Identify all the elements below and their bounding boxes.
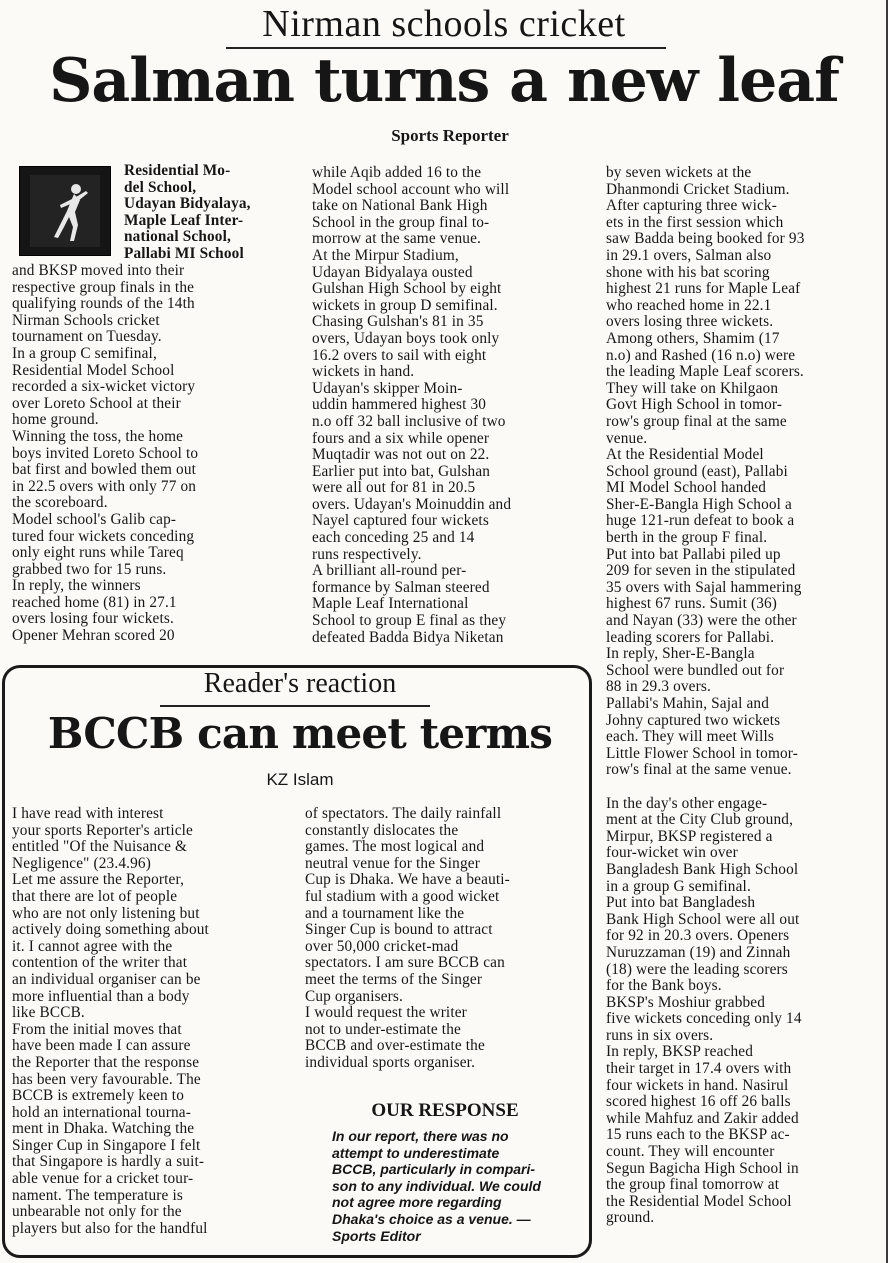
reaction-headline: BCCB can meet terms [47, 709, 553, 758]
article-byline: Sports Reporter [391, 126, 509, 145]
cricket-player-silhouette-icon [20, 167, 110, 255]
response-body: In our report, there was no attempt to underestimate BCCB, particularly in compari- son to any individual. We could not agree more regarding Dhaka's choice as a venue. — Sports Editor [332, 1128, 541, 1244]
reaction-column-2: of spectators. The daily rainfall constantly dislocates the games. The most logical and neutral venue for the Singer Cup is Dhaka. We have a beauti- ful stadium with a good wicket and a tournament like the Singer Cup is bound to attract over 50,000 cricket-mad spectators. I am sure BCCB can meet the terms of the Singer Cup organisers. I would request the writer not to under-estimate the BCCB and over-estimate the individual sports organiser. [305, 805, 510, 1071]
reaction-byline: KZ Islam [266, 770, 334, 789]
photo-frame [19, 166, 111, 256]
response-title: OUR RESPONSE [371, 1100, 519, 1121]
article-kicker: Nirman schools cricket [262, 3, 626, 45]
article-photo [15, 162, 115, 260]
article-headline: Salman turns a new leaf [49, 46, 839, 116]
article-intro-text: Residential Mo- del School, Udayan Bidyalaya, Maple Leaf Inter- national School, Pallabi MI School [124, 162, 251, 262]
reaction-kicker: Reader's reaction [203, 668, 397, 699]
article-column-3: by seven wickets at the Dhanmondi Cricket Stadium. After capturing three wick- ets in the first session which saw Badda being booked for 93 in 29.1 overs, Salman also shone with his bat scoring highest 21 runs for Maple Leaf who reached home in 22.1 overs losing three wickets. Among others, Shamim (17 n.o) and Rashed (16 n.o) were the leading Maple Leaf scorers. They will take on Khilgaon Govt High School in tomor- row's group final at the same venue. At the Residential Model School ground (east), Pallabi MI Model School handed Sher-E-Bangla High School a huge 121-run defeat to book a berth in the group F final. Put into bat Pallabi piled up 209 for seven in the stipulated 35 overs with Sajal hammering highest 67 runs. Sumit (36) and Nayan (33) were the other leading scorers for Pallabi. In reply, Sher-E-Bangla School were bundled out for 88 in 29.3 overs. Pallabi's Mahin, Sajal and Johny captured two wickets each. They will meet Wills Little Flower School in tomor- row's final at the same venue. In the day's other engage- ment at the City Club ground, Mirpur, BKSP registered a four-wicket win over Bangladesh Bank High School in a group G semifinal. Put into bat Bangladesh Bank High School were all out for 92 in 20.3 overs. Openers Nuruzzaman (19) and Zinnah (18) were the leading scorers for the Bank boys. BKSP's Moshiur grabbed five wickets conceding only 14 runs in six overs. In reply, BKSP reached their target in 17.4 overs with four wickets in hand. Nasirul scored highest 16 off 26 balls while Mahfuz and Zakir added 15 runs each to the BKSP ac- count. They will encounter Segun Bagicha High School in the group final tomorrow at the Residential Model School ground. [606, 164, 805, 1227]
reaction-column-1: I have read with interest your sports Reporter's article entitled "Of the Nuisance & Negligence" (23.4.96) Let me assure the Reporter, that there are lot of people who are not only listening but actively doing something about it. I cannot agree with the contention of the writer that an individual organiser can be more influential than a body like BCCB. From the initial moves that have been made I can assure the Reporter that the response has been very favourable. The BCCB is extremely keen to hold an international tourna- ment in Dhaka. Watching the Singer Cup in Singapore I felt that Singapore is hardly a suit- able venue for a cricket tour- nament. The temperature is unbearable not only for the players but also for the handful [12, 805, 209, 1237]
article-column-2: while Aqib added 16 to the Model school account who will take on National Bank High School in the group final to- morrow at the same venue. At the Mirpur Stadium, Udayan Bidyalaya ousted Gulshan High School by eight wickets in group D semifinal. Chasing Gulshan's 81 in 35 overs, Udayan boys took only 16.2 overs to sail with eight wickets in hand. Udayan's skipper Moin- uddin hammered highest 30 n.o off 32 ball inclusive of two fours and a six while opener Muqtadir was not out on 22. Earlier put into bat, Gulshan were all out for 81 in 20.5 overs. Udayan's Moinuddin and Nayel captured four wickets each conceding 25 and 14 runs respectively. A brilliant all-round per- formance by Salman steered Maple Leaf International School to group E final as they defeated Badda Bidya Niketan [312, 164, 512, 646]
article-column-1: and BKSP moved into their respective group finals in the qualifying rounds of the 14th Nirman Schools cricket tournament on Tuesday. In a group C semifinal, Residential Model School recorded a six-wicket victory over Loreto School at their home ground. Winning the toss, the home boys invited Loreto School to bat first and bowled them out in 22.5 overs with only 77 on the scoreboard. Model school's Galib cap- tured four wickets conceding only eight runs while Tareq grabbed two for 15 runs. In reply, the winners reached home (81) in 27.1 overs losing four wickets. Opener Mehran scored 20 [12, 262, 199, 645]
reaction-kicker-rule [160, 705, 430, 707]
